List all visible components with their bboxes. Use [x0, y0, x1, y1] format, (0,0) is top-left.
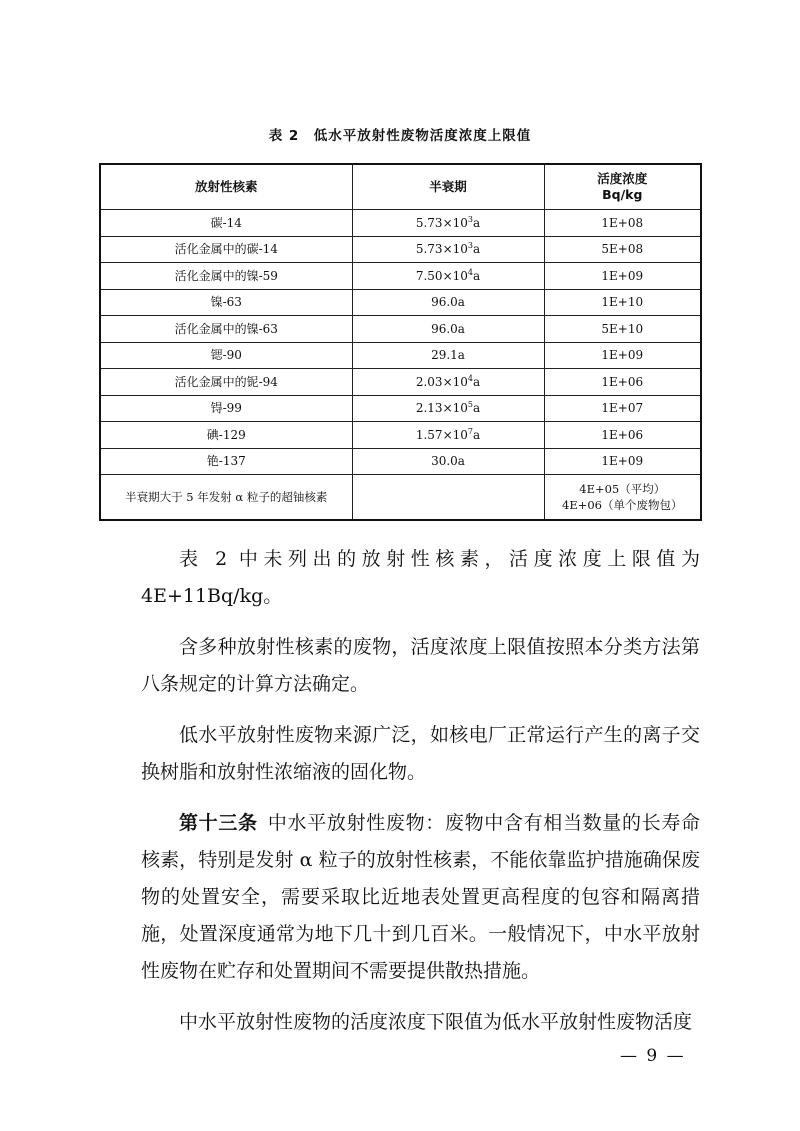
table-title: 表 2 低水平放射性废物活度浓度上限值 — [268, 128, 532, 144]
concentration-single-package: 4E+06（单个废物包） — [562, 498, 683, 512]
paragraph-article-13 — [141, 805, 700, 990]
cell-concentration: 1E+06 — [544, 422, 701, 449]
body-text — [141, 541, 700, 1055]
half-life-exponent: 3 — [467, 241, 473, 251]
half-life-exponent: 4 — [467, 267, 473, 277]
half-life-unit: a — [472, 374, 481, 389]
page-number: — 9 — — [620, 1046, 686, 1066]
header-concentration-label: 活度浓度 — [597, 171, 648, 186]
cell-concentration: 1E+08 — [544, 210, 701, 237]
cell-nuclide: 锝-99 — [100, 395, 352, 422]
cell-concentration: 1E+07 — [544, 395, 701, 422]
table-row — [100, 369, 701, 396]
cell-nuclide: 活化金属中的铌-94 — [100, 369, 352, 396]
cell-nuclide: 活化金属中的碳-14 — [100, 236, 352, 263]
paragraph: 含多种放射性核素的废物，活度浓度上限值按照本分类方法第八条规定的计算方法确定。 — [141, 636, 700, 695]
cell-concentration: 5E+08 — [544, 236, 701, 263]
table-header-row — [100, 164, 701, 210]
cell-half-life — [352, 210, 544, 237]
half-life-mantissa: 5.73×10 — [415, 242, 468, 257]
cell-nuclide: 碘-129 — [100, 422, 352, 449]
cell-half-life — [352, 263, 544, 290]
half-life-exponent: 7 — [467, 426, 473, 436]
half-life-exponent: 5 — [467, 400, 473, 410]
cell-concentration: 1E+09 — [544, 342, 701, 369]
activity-limits-table — [99, 163, 702, 521]
table-row — [100, 316, 701, 343]
table-row — [100, 448, 701, 475]
half-life-exponent: 3 — [467, 214, 473, 224]
cell-concentration: 1E+09 — [544, 448, 701, 475]
concentration-average: 4E+05（平均） — [579, 482, 666, 496]
half-life-mantissa: 30.0a — [431, 454, 465, 469]
cell-half-life — [352, 236, 544, 263]
table-row — [100, 210, 701, 237]
cell-nuclide: 碳-14 — [100, 210, 352, 237]
cell-nuclide: 铯-137 — [100, 448, 352, 475]
header-nuclide: 放射性核素 — [100, 164, 352, 210]
half-life-mantissa: 1.57×10 — [415, 427, 468, 442]
table-row — [100, 395, 701, 422]
half-life-mantissa: 5.73×10 — [415, 215, 468, 230]
cell-concentration: 1E+06 — [544, 369, 701, 396]
half-life-unit: a — [472, 268, 481, 283]
half-life-mantissa: 96.0a — [431, 295, 465, 310]
header-concentration-unit: Bq/kg — [602, 187, 643, 202]
cell-concentration: 5E+10 — [544, 316, 701, 343]
cell-nuclide: 活化金属中的镍-63 — [100, 316, 352, 343]
half-life-mantissa: 96.0a — [431, 321, 465, 336]
cell-half-life — [352, 448, 544, 475]
table-row-transuranic — [100, 475, 701, 521]
table-row — [100, 236, 701, 263]
cell-half-life-empty — [352, 475, 544, 521]
half-life-mantissa: 2.03×10 — [415, 374, 468, 389]
half-life-mantissa: 7.50×10 — [415, 268, 468, 283]
cell-nuclide: 锶-90 — [100, 342, 352, 369]
article-label: 第十三条 — [179, 812, 258, 834]
paragraph: 表 2 中未列出的放射性核素，活度浓度上限值为 4E+11Bq/kg。 — [141, 548, 700, 607]
header-activity-concentration — [544, 164, 701, 210]
cell-half-life — [352, 316, 544, 343]
half-life-mantissa: 2.13×10 — [415, 401, 468, 416]
half-life-unit: a — [472, 427, 481, 442]
cell-half-life — [352, 289, 544, 316]
cell-half-life — [352, 395, 544, 422]
paragraph: 中水平放射性废物的活度浓度下限值为低水平放射性废物活度 — [179, 1011, 693, 1033]
article-text: 中水平放射性废物：废物中含有相当数量的长寿命核素，特别是发射 α 粒子的放射性核素，不能依靠监护措施确保废物的处置安全，需要采取比近地表处置更高程度的包容和隔离措施，处置深度通常为地下几十到几百米。一般情况下，中水平放射性废物在贮存和处置期间不需要提供散热措施。 — [141, 812, 700, 982]
table-row — [100, 342, 701, 369]
table-row — [100, 422, 701, 449]
paragraph: 低水平放射性废物来源广泛，如核电厂正常运行产生的离子交换树脂和放射性浓缩液的固化物。 — [141, 724, 700, 783]
half-life-unit: a — [472, 242, 481, 257]
table-row — [100, 289, 701, 316]
cell-nuclide: 半衰期大于 5 年发射 α 粒子的超铀核素 — [100, 475, 352, 521]
half-life-unit: a — [472, 215, 481, 230]
cell-concentration: 1E+10 — [544, 289, 701, 316]
cell-nuclide: 活化金属中的镍-59 — [100, 263, 352, 290]
header-half-life: 半衰期 — [352, 164, 544, 210]
cell-nuclide: 镍-63 — [100, 289, 352, 316]
cell-half-life — [352, 369, 544, 396]
half-life-exponent: 4 — [467, 373, 473, 383]
cell-half-life — [352, 342, 544, 369]
cell-concentration: 1E+09 — [544, 263, 701, 290]
cell-concentration — [544, 475, 701, 521]
cell-half-life — [352, 422, 544, 449]
half-life-mantissa: 29.1a — [431, 348, 465, 363]
table-row — [100, 263, 701, 290]
half-life-unit: a — [472, 401, 481, 416]
